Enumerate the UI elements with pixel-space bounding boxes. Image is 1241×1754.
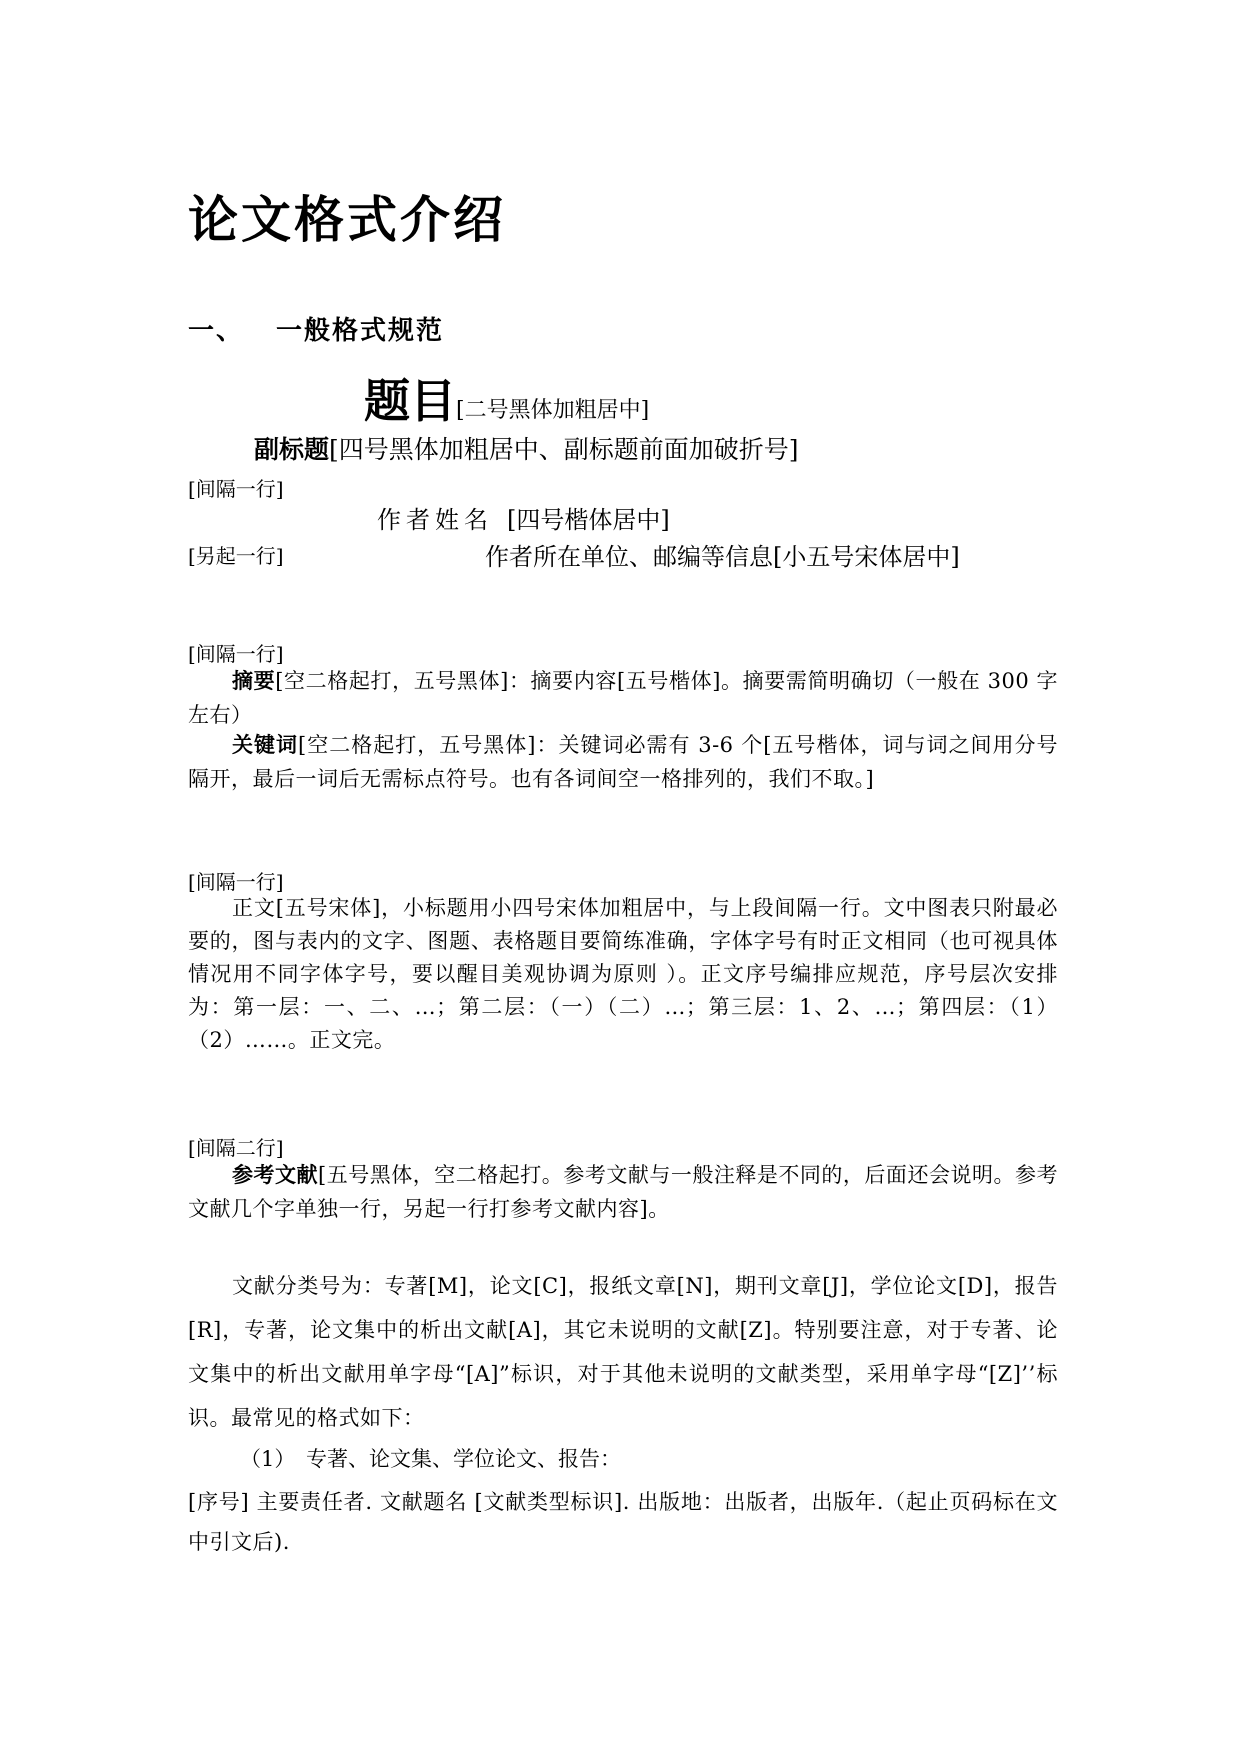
spacing-note: [间隔一行] (188, 642, 284, 666)
references-label: 参考文献 (232, 1163, 319, 1187)
author-name-example: 作者姓名 (377, 506, 493, 534)
subtitle-example-line (254, 430, 799, 466)
references-paragraph (188, 1158, 1058, 1226)
keywords-label: 关键词 (232, 733, 299, 757)
list-item-number: （1） (240, 1447, 296, 1471)
document-title: 论文格式介绍 (188, 191, 506, 249)
abstract-text: [空二格起打，五号黑体]：摘要内容[五号楷体]。摘要需简明确切（一般在 300 字左右） (188, 669, 1059, 727)
section-heading (188, 310, 444, 347)
categories-paragraph: 文献分类号为：专著[M]，论文[C]，报纸文章[N]，期刊文章[J]，学位论文[D]，报告[R]，专著，论文集中的析出文献[A]，其它未说明的文献[Z]。特别要注意，对于专著、论文集中的析出文献用单字母“[A]”标识，对于其他未说明的文献类型，采用单字母“[Z]’’标识。最常见的格式如下： (188, 1274, 1058, 1430)
spacing-note: [间隔一行] (188, 870, 284, 894)
section-title: 一般格式规范 (276, 316, 445, 346)
keywords-paragraph (188, 728, 1058, 796)
body-paragraph: 正文[五号宋体]，小标题用小四号宋体加粗居中，与上段间隔一行。文中图表只附最必要的，图与表内的文字、图题、表格题目要简练准确，字体字号有时正文相同（也可视具体情况用不同字体字号，要以醒目美观协调为原则 ）。正文序号编排应规范，序号层次安排为：第一层：一、二、…；第二层：（一）（二）…；第三层：1、2、…；第四层：（1）（2）……。正文完。 (188, 896, 1058, 1052)
citation-format-paragraph: [序号] 主要责任者. 文献题名 [文献类型标识]. 出版地：出版者，出版年.（起止页码标在文中引文后). (188, 1490, 1058, 1554)
section-number: 一、 (188, 316, 245, 346)
list-item (240, 1443, 621, 1473)
spacing-note: [间隔一行] (188, 477, 284, 501)
title-example: 题目 (364, 374, 456, 428)
references-text: [五号黑体，空二格起打。参考文献与一般注释是不同的，后面还会说明。参考文献几个字单独一行，另起一行打参考文献内容]。 (188, 1163, 1058, 1221)
title-example-line (364, 365, 649, 431)
spacing-note: [另起一行] (188, 544, 284, 568)
list-item-text: 专著、论文集、学位论文、报告： (306, 1447, 621, 1471)
subtitle-format-note: [四号黑体加粗居中、副标题前面加破折号] (329, 435, 799, 464)
keywords-text: [空二格起打，五号黑体]：关键词必需有 3-6 个[五号楷体，词与词之间用分号隔开，最后一词后无需标点符号。也有各词间空一格排列的，我们不取。] (188, 733, 1059, 791)
abstract-paragraph (188, 664, 1058, 732)
author-format-note: [四号楷体居中] (507, 506, 670, 534)
spacing-note: [间隔二行] (188, 1136, 284, 1160)
affiliation-example: 作者所在单位、邮编等信息[小五号宋体居中] (485, 543, 960, 571)
title-format-note: [二号黑体加粗居中] (456, 398, 650, 423)
subtitle-example: 副标题 (254, 435, 330, 464)
author-example-line (377, 500, 670, 535)
abstract-label: 摘要 (232, 669, 276, 693)
